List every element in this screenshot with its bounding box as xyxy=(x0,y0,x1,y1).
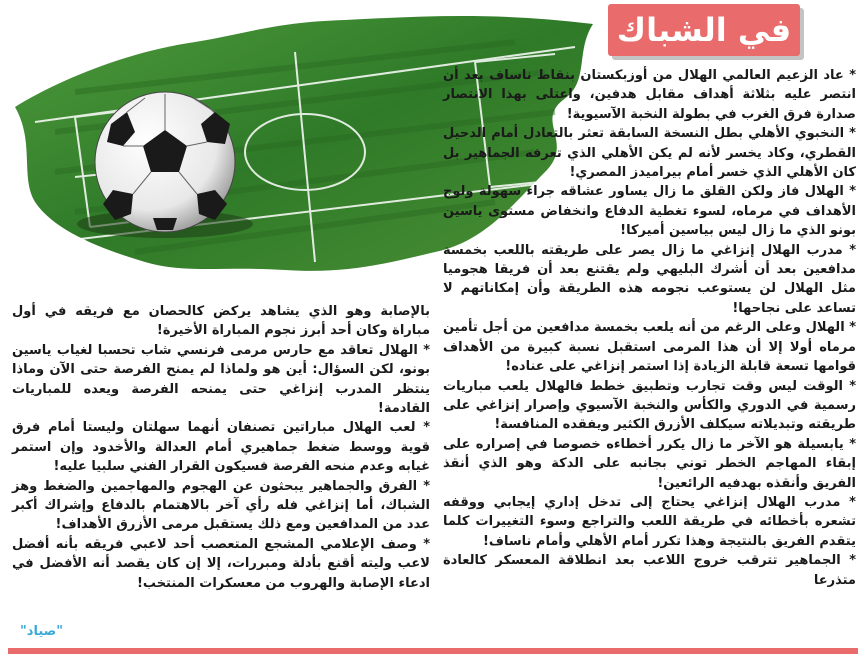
article-paragraph: * يابسيلة هو الآخر ما زال يكرر أخطاءه خصوصا في إصراره على إبقاء المهاجم الخطر توني بجانبه على الدكة وهو الذي أنقذ الفريق وأنقذه بهدفيه الرائعين! xyxy=(443,436,856,491)
section-title: في الشباك xyxy=(616,11,792,49)
article-paragraph: * النخبوي الأهلي بطل النسخة السابقة تعثر بالتعادل أمام الدحيل القطري، وكاد يخسر لأنه لم يكن الأهلي الذي تعرفه الجماهير بل كان الأهلي الذي خسر أمام بيراميدز المصري! xyxy=(443,126,856,181)
soccer-ball-icon xyxy=(95,92,235,232)
article-paragraph: * مدرب الهلال إنزاغي ما زال يصر على طريقته باللعب بخمسة مدافعين بعد أن أشرك البليهي ولم يقتنع بعد أن فريقا هجوميا مثل الهلال لن يستوعب نجومه هذه الطريقة وأن إمكاناتهم لا تساعد على نجاحها! xyxy=(443,242,856,316)
article-paragraph: * الفرق والجماهير يبحثون عن الهجوم والمهاجمين والضغط وهز الشباك، أما إنزاغي فله رأي آخر بالاهتمام بالدفاع وإشراك أكبر عدد من المدافعين ومع ذلك يستقبل مرمى الأزرق الأهداف! xyxy=(12,478,430,533)
article-paragraph: بالإصابة وهو الذي يشاهد يركض كالحصان مع فريقه في أول مباراة وكان أحد أبرز نجوم المباراة الأخيرة! xyxy=(12,304,430,339)
article-paragraph: * الهلال فاز ولكن القلق ما زال يساور عشاقه جراء سهولة ولوج الأهداف في مرماه، لسوء تغطية الدفاع وانخفاض مستوى ياسين بونو الذي ما زال ليس بياسين أميركا! xyxy=(443,184,856,239)
article-paragraph: * لعب الهلال مباراتين تصنفان أنهما سهلتان وليستا أمام فرق قوية ووسط ضغط جماهيري أمام العدالة والأخدود وإن استمر غيابه وعدم منحه الفرصة فسيكون القرار الفني سلبيا عليه! xyxy=(12,420,430,475)
article-paragraph: * الوقت ليس وقت تجارب وتطبيق خطط فالهلال يلعب مباريات رسمية في الدوري والكأس والنخبة الآسيوي وإصرار إنزاغي على طريقته وتبديلاته سيكلف الأزرق الكثير ويفقده المنافسة! xyxy=(443,378,856,433)
article-paragraph: * الجماهير تترقب خروج اللاعب بعد انطلاقة المعسكر كالعادة متذرعا xyxy=(443,553,856,588)
bottom-divider xyxy=(8,648,858,654)
article-paragraph: * عاد الزعيم العالمي الهلال من أوزبكستان بنقاط ناساف بعد أن انتصر عليه بثلاثة أهداف مقابل هدفين، واعتلى بهذا الانتصار صدارة فرق الغرب في بطولة النخبة الآسيوية! xyxy=(443,68,856,122)
article-paragraph: * وصف الإعلامي المشجع المتعصب أحد لاعبي فريقه بأنه أفضل لاعب وليته أقنع بأدلة ومبررات، إلا إن كان يقصد أنه الأفضل في ادعاء الإصابة والهروب من معسكرات المنتخب! xyxy=(12,536,430,591)
article-column-left xyxy=(12,302,430,593)
article-paragraph: * الهلال وعلى الرغم من أنه يلعب بخمسة مدافعين من أجل تأمين مرماه أولا إلا أن هذا المرمى استقبل نسبة كبيرة من الأهداف قوامها تسعة قابلة الزيادة إذا استمر إنزاغي على عناده! xyxy=(443,320,856,375)
article-paragraph: * الهلال تعاقد مع حارس مرمى فرنسي شاب تحسبا لغياب ياسين بونو، لكن السؤال: أين هو ولماذا لم يمنح الفرصة حتى الآن وماذا ينتظر المدرب إنزاغي حتى يمنحه الفرصة ويعده للمباريات القادمة! xyxy=(12,342,430,417)
article-column-right xyxy=(443,66,856,590)
section-title-box xyxy=(608,4,800,56)
article-paragraph: * مدرب الهلال إنزاغي يحتاج إلى تدخل إداري إيجابي ووقفه تشعره بأخطائه في طريقة اللعب والتراجع وسوء التغييرات كلما يتقدم الفريق بالنتيجة وهذا تكرر أمام الأهلي وأمام ناساف! xyxy=(443,494,856,549)
author-signature: "صياد" xyxy=(20,624,63,639)
